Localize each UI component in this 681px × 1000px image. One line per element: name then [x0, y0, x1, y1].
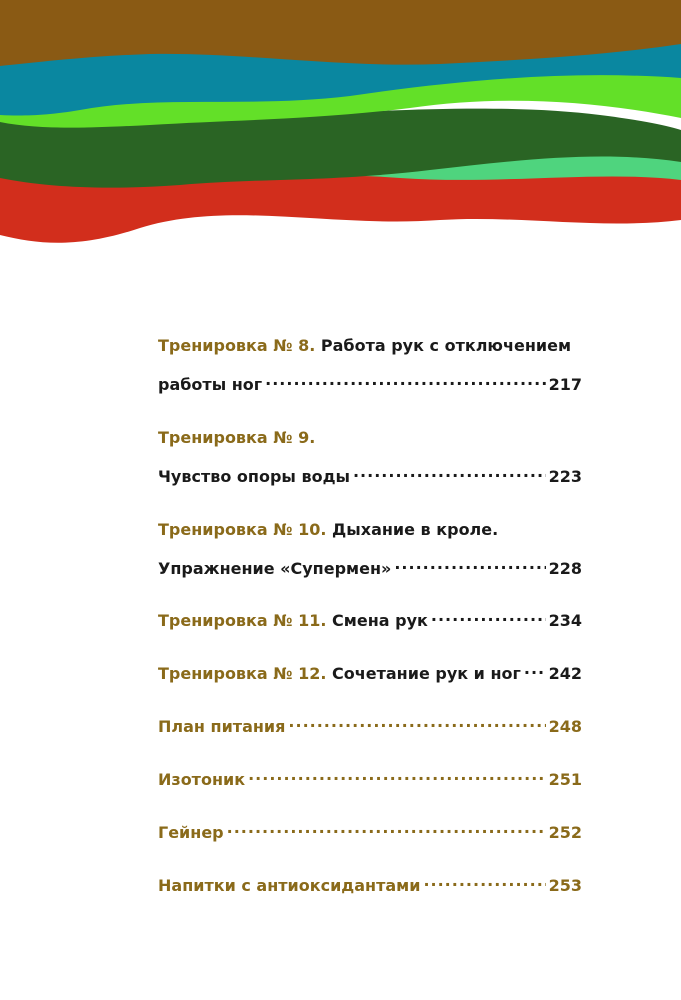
toc-entry-nutrition-plan[interactable]	[158, 712, 582, 736]
toc-entry-page: 228	[548, 559, 582, 578]
dot-leader	[524, 659, 546, 679]
dot-leader	[288, 712, 545, 732]
toc-entry-page: 253	[548, 876, 582, 895]
toc-entry-isotonic[interactable]	[158, 765, 582, 789]
toc-entry-title-cont: работы ног	[158, 375, 263, 394]
toc-entry-label: Тренировка № 8.	[158, 336, 316, 355]
toc-entry-9[interactable]	[158, 428, 582, 486]
toc-entry-title: Смена рук	[332, 611, 428, 630]
table-of-contents	[158, 336, 582, 895]
toc-entry-8[interactable]	[158, 336, 582, 394]
toc-entry-title: Чувство опоры воды	[158, 467, 350, 486]
dot-leader	[227, 818, 546, 838]
toc-entry-page: 223	[548, 467, 582, 486]
toc-entry-title: Работа рук с отключением	[320, 336, 572, 355]
toc-entry-label: Тренировка № 9.	[158, 428, 316, 447]
toc-entry-label: Тренировка № 10.	[158, 520, 327, 539]
toc-entry-page: 217	[548, 375, 582, 394]
toc-entry-label: Тренировка № 11.	[158, 611, 327, 630]
toc-entry-antioxidant-drinks[interactable]	[158, 871, 582, 895]
toc-entry-title: Изотоник	[158, 770, 246, 789]
dot-leader	[394, 554, 545, 574]
toc-entry-title: План питания	[158, 717, 286, 736]
dot-leader	[248, 765, 546, 785]
dot-leader	[265, 370, 545, 390]
toc-entry-title-cont: Упражнение «Супермен»	[158, 559, 392, 578]
toc-entry-label: Тренировка № 12.	[158, 664, 327, 683]
toc-entry-title: Сочетание рук и ног	[332, 664, 521, 683]
toc-entry-10[interactable]	[158, 520, 582, 578]
toc-entry-title: Дыхание в кроле.	[332, 520, 499, 539]
dot-leader	[431, 606, 546, 626]
toc-entry-gainer[interactable]	[158, 818, 582, 842]
dot-leader	[353, 462, 546, 482]
toc-entry-page: 251	[548, 770, 582, 789]
toc-entry-page: 234	[548, 611, 582, 630]
toc-entry-title: Напитки с антиоксидантами	[158, 876, 421, 895]
toc-entry-title: Гейнер	[158, 823, 224, 842]
toc-entry-page: 248	[548, 717, 582, 736]
toc-entry-11[interactable]	[158, 606, 582, 630]
dot-leader	[423, 871, 545, 891]
toc-entry-12[interactable]	[158, 659, 582, 683]
toc-entry-page: 242	[548, 664, 582, 683]
toc-entry-page: 252	[548, 823, 582, 842]
decorative-waves	[0, 0, 681, 250]
